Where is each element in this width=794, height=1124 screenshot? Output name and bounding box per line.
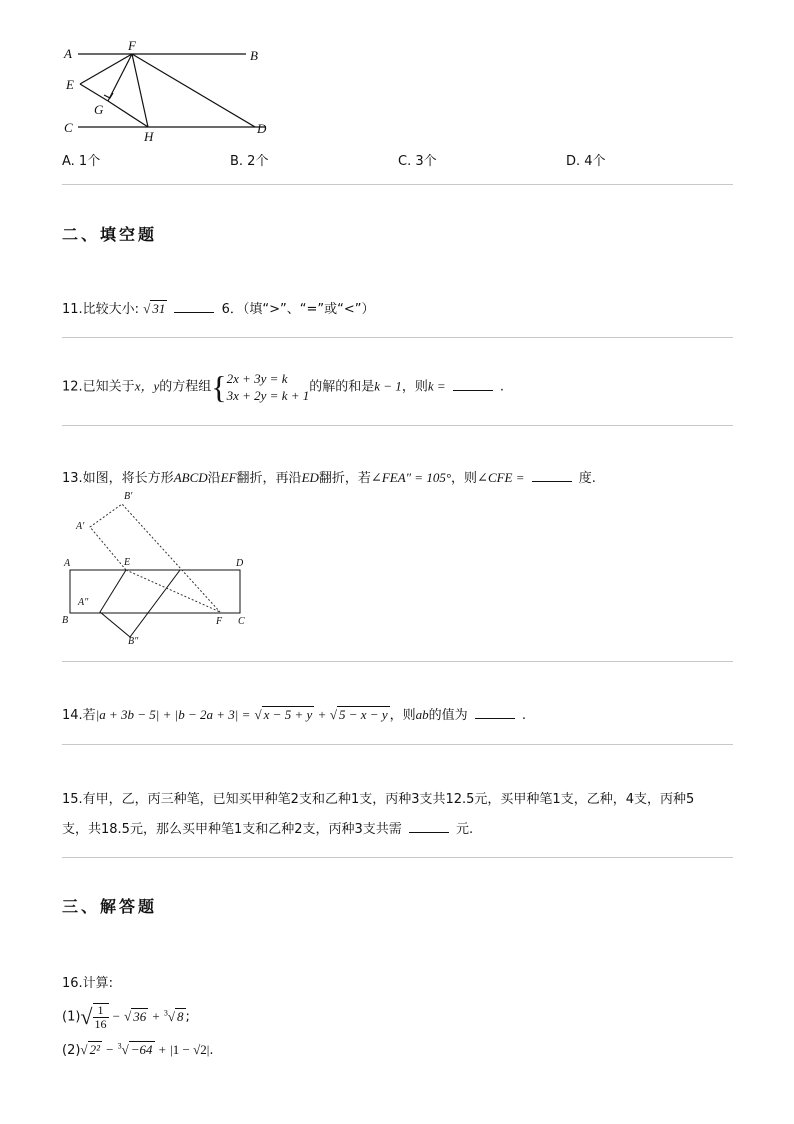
question-16-part-1 — [62, 1003, 190, 1031]
cube-root-symbol: $^3$√ — [117, 1041, 129, 1057]
sqrt-symbol: √ — [329, 707, 338, 722]
q12-prefix: 12.已知关于 — [62, 379, 135, 395]
q12-vars: x，y — [134, 378, 160, 394]
fig2-label-C: C — [238, 616, 245, 627]
fig2-label-B2: B″ — [128, 636, 139, 647]
q13-angle1: ∠FEA″ = 105° — [370, 470, 452, 485]
equation-1: 2x + 3y = k — [226, 371, 288, 386]
section-title-fill-blank: 二、填空题 — [62, 225, 158, 244]
answer-blank-12[interactable] — [453, 378, 493, 391]
sqrt-symbol: √ — [124, 1008, 132, 1024]
q13-ef: EF — [220, 470, 237, 485]
question-13 — [62, 467, 596, 486]
q14-dot: . — [521, 708, 527, 723]
segment-eg — [80, 84, 108, 101]
fig2-label-A1: A′ — [76, 521, 85, 532]
fig2-label-A2: A″ — [78, 597, 89, 608]
divider — [62, 425, 733, 426]
segment-fd — [132, 54, 255, 127]
q12-expr: k − 1 — [374, 378, 402, 394]
absolute-value: |1 − √2| — [170, 1042, 210, 1057]
option-c[interactable]: C. 3个 — [398, 154, 437, 169]
q16-p1-end: ; — [185, 1009, 190, 1025]
question-15-line-1: 15.有甲，乙，丙三种笔，已知买甲种笔2支和乙种1支，丙种3支共12.5元，买甲种笔1支，乙种，4支，丙种5 — [62, 792, 695, 807]
segment-fh — [132, 54, 148, 127]
q11-radicand: 31 — [152, 301, 166, 316]
q13-fold2: 翻折，若 — [318, 471, 371, 486]
question-14 — [62, 704, 526, 723]
q12-after: 的解的和是 — [309, 379, 375, 395]
sqrt-symbol: √ — [80, 1042, 88, 1057]
q13-end: 度. — [578, 471, 596, 486]
label-E: E — [66, 77, 74, 92]
radicand-2-squared: 2² — [89, 1042, 100, 1057]
label-G: G — [94, 102, 104, 117]
q14-lhs: |a + 3b − 5| + |b − 2a + 3| = — [95, 707, 251, 722]
fig2-label-D: D — [236, 558, 244, 569]
q13-abcd: ABCD — [173, 470, 208, 485]
question-16-title: 16.计算: — [62, 976, 114, 991]
sqrt-symbol: √ — [143, 301, 151, 316]
fraction-denominator: 16 — [94, 1017, 107, 1031]
minus-sign: − — [112, 1008, 120, 1024]
question-16-part-2 — [62, 1041, 213, 1058]
segment-gh — [108, 101, 148, 127]
minus-sign: − — [106, 1042, 114, 1057]
q16-p2-end: . — [209, 1043, 214, 1058]
folded-quad-1 — [100, 570, 180, 637]
question-11 — [62, 298, 374, 317]
option-b[interactable]: B. 2个 — [230, 154, 269, 169]
q16-p2-label: (2) — [62, 1043, 81, 1058]
divider — [62, 857, 733, 858]
option-d[interactable]: D. 4个 — [566, 154, 606, 169]
label-D: D — [257, 121, 267, 136]
fig2-label-B: B — [62, 615, 69, 626]
answer-blank-14[interactable] — [475, 706, 515, 719]
q13-angle2: ∠CFE = — [477, 470, 525, 485]
plus-sign: + — [152, 1008, 160, 1024]
label-C: C — [64, 120, 73, 135]
sqrt-symbol: √ — [80, 1004, 93, 1029]
fig2-label-E: E — [124, 557, 131, 568]
q11-rest: 6．（填“>”、“=”或“<”） — [221, 302, 375, 317]
label-A: A — [64, 46, 72, 61]
radicand-36: 36 — [133, 1008, 147, 1024]
question-12 — [62, 370, 504, 404]
radicand-8: 8 — [177, 1008, 184, 1024]
label-B: B — [250, 48, 258, 63]
q12-mid: 的方程组 — [159, 379, 212, 395]
fig2-label-F: F — [216, 616, 223, 627]
fig2-label-B1: B′ — [124, 491, 133, 502]
question-15-line-2 — [62, 818, 473, 837]
q13-fold1: 翻折，再沿 — [236, 471, 302, 486]
q13-along: 沿 — [207, 471, 221, 486]
fraction-numerator: 1 — [93, 1004, 109, 1018]
section-title-answer: 三、解答题 — [62, 897, 158, 916]
cube-root-symbol: $^3$√ — [163, 1008, 176, 1024]
plus-sign: + — [158, 1042, 166, 1057]
q15-line2: 支，共18.5元，那么买甲种笔1支和乙种2支，丙种3支共需 — [62, 822, 402, 837]
q12-then: ，则 — [401, 379, 428, 395]
q12-end: . — [499, 379, 505, 395]
figure-q10 — [60, 38, 280, 148]
equation-system — [227, 370, 310, 404]
fraction-1-16 — [93, 1003, 109, 1031]
q16-p1-label: (1) — [62, 1009, 81, 1025]
divider — [62, 744, 733, 745]
figure-q13 — [60, 490, 260, 655]
q14-radicand-2: 5 − x − y — [339, 707, 388, 722]
system-brace: { — [211, 369, 227, 405]
divider — [62, 337, 733, 338]
divider — [62, 661, 733, 662]
q14-plus: + — [318, 707, 326, 722]
radicand-neg-64: −64 — [130, 1042, 153, 1057]
answer-blank-15[interactable] — [409, 820, 449, 833]
q12-k: k = — [427, 378, 446, 394]
q14-end: 的值为 — [428, 708, 468, 723]
q14-radicand-1: x − 5 + y — [263, 707, 313, 722]
q13-then: ，则 — [451, 471, 478, 486]
divider — [62, 184, 733, 185]
fig2-label-A: A — [64, 558, 71, 569]
option-a[interactable]: A. 1个 — [62, 154, 101, 169]
q11-prefix: 11.比较大小: — [62, 302, 140, 317]
q14-prefix: 14.若 — [62, 708, 96, 723]
label-F: F — [128, 38, 136, 53]
q14-ab: ab — [415, 707, 429, 722]
q13-ed: ED — [301, 470, 319, 485]
q13-prefix: 13.如图，将长方形 — [62, 471, 174, 486]
answer-blank-11[interactable] — [174, 300, 214, 313]
q14-then: ，则 — [389, 708, 416, 723]
equation-2: 3x + 2y = k + 1 — [226, 388, 310, 403]
answer-blank-13[interactable] — [532, 469, 572, 482]
dotted-fold-2 — [126, 570, 220, 612]
q15-end: 元. — [456, 822, 474, 837]
label-H: H — [144, 129, 154, 144]
sqrt-symbol: √ — [254, 707, 262, 722]
